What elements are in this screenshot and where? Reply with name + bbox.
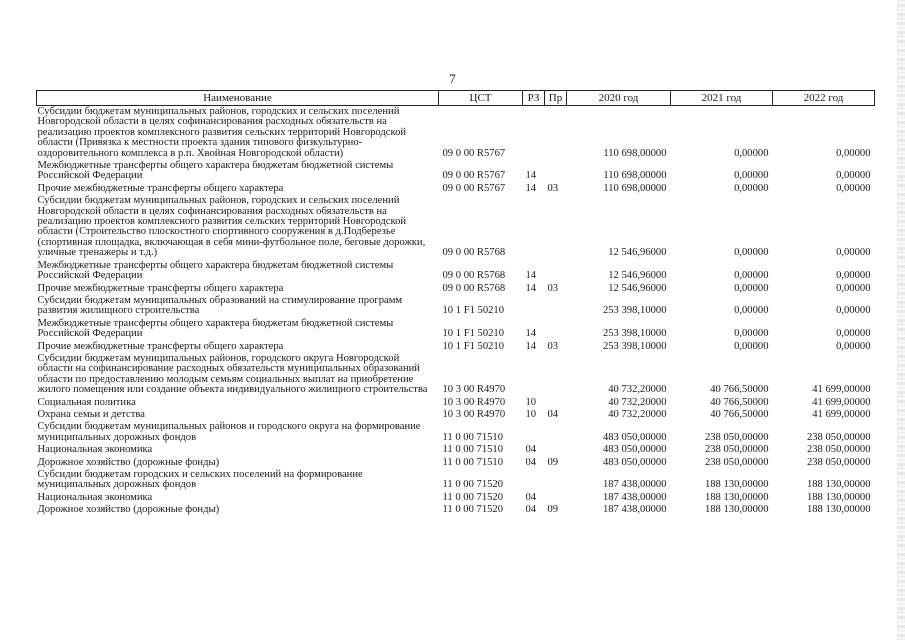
- cell-2021: 0,00000: [734, 282, 769, 294]
- table-row: [37, 260, 875, 283]
- cell-name: Субсидии бюджетам городских и сельских поселений на формирование муниципальных дорожных фондов: [37, 469, 363, 491]
- cell-pr: [545, 469, 567, 492]
- cell-2020: 253 398,10000: [602, 305, 667, 317]
- table-row: [37, 106, 875, 161]
- cell-2022: 0,00000: [836, 282, 871, 294]
- cell-rz: [523, 421, 545, 444]
- cell-cst: 10 3 00 R4970: [442, 384, 506, 396]
- cell-2022: 238 050,00000: [806, 431, 871, 443]
- cell-name: Субсидии бюджетам муниципальных районов, городского округа Новгородской области на софинансирование расходных обязательств муниципальных образований области по предоставлению молодым семьям социальных выплат на приобретение жилого помещения или создание объекта индивидуального жилищного строительства: [37, 352, 428, 396]
- table-row: [37, 353, 875, 397]
- cell-2021: 188 130,00000: [704, 491, 769, 503]
- cell-rz: 04: [525, 504, 537, 516]
- header-row: [37, 91, 875, 106]
- page-number: 7: [449, 71, 456, 86]
- cell-pr: [545, 195, 567, 259]
- cell-2020: 12 546,96000: [608, 270, 667, 282]
- cell-2020: 187 438,00000: [602, 491, 667, 503]
- cell-rz: [523, 195, 545, 259]
- cell-cst: 09 0 00 R5767: [442, 182, 506, 194]
- cell-pr: [545, 160, 567, 183]
- table-row: [37, 504, 875, 516]
- cell-2022: 0,00000: [836, 182, 871, 194]
- cell-2021: 188 130,00000: [704, 479, 769, 491]
- cell-2021: 0,00000: [734, 340, 769, 352]
- cell-rz: 04: [525, 491, 537, 503]
- cell-cst: 09 0 00 R5767: [442, 147, 506, 159]
- cell-cst: 11 0 00 71520: [442, 479, 504, 491]
- table-row: [37, 444, 875, 456]
- header-2021: 2021 год: [671, 91, 773, 106]
- cell-2021: 0,00000: [734, 305, 769, 317]
- cell-name: Межбюджетные трансферты общего характера бюджетам бюджетной системы Российской Федерации: [37, 160, 394, 182]
- cell-2022: 0,00000: [836, 247, 871, 259]
- table-row: [37, 318, 875, 341]
- cell-2020: 110 698,00000: [603, 170, 667, 182]
- table-row: [37, 341, 875, 353]
- cell-pr: [545, 444, 567, 456]
- cell-rz: 14: [525, 340, 537, 352]
- cell-2020: 253 398,10000: [602, 340, 667, 352]
- cell-pr: [545, 106, 567, 161]
- cell-cst: 10 3 00 R4970: [442, 396, 506, 408]
- cell-rz: 10: [525, 396, 537, 408]
- cell-2022: 0,00000: [836, 340, 871, 352]
- cell-rz: 04: [525, 456, 537, 468]
- table-row: [37, 295, 875, 318]
- cell-rz: 14: [525, 182, 537, 194]
- cell-name: Охрана семьи и детства: [37, 408, 145, 420]
- header-name: Наименование: [37, 91, 439, 106]
- cell-name: Межбюджетные трансферты общего характера бюджетам бюджетной системы Российской Федерации: [37, 259, 394, 282]
- table-row: [37, 160, 875, 183]
- cell-2020: 12 546,96000: [608, 247, 667, 259]
- cell-2021: 0,00000: [734, 328, 769, 340]
- cell-name: Межбюджетные трансферты общего характера бюджетам бюджетной системы Российской Федерации: [37, 317, 394, 340]
- cell-name: Субсидии бюджетам муниципальных образований на стимулирование программ развития жилищного строительства: [37, 294, 403, 317]
- table-row: [37, 183, 875, 195]
- cell-pr: 09: [547, 504, 559, 516]
- cell-2020: 253 398,10000: [602, 328, 667, 340]
- cell-pr: 03: [547, 182, 559, 194]
- cell-2021: 0,00000: [734, 182, 769, 194]
- cell-2021: 40 766,50000: [710, 384, 769, 396]
- cell-name: Социальная политика: [37, 396, 136, 408]
- cell-cst: 10 1 F1 50210: [442, 340, 505, 352]
- cell-pr: [545, 353, 567, 397]
- table-row: [37, 469, 875, 492]
- cell-2020: 12 546,96000: [608, 282, 667, 294]
- cell-rz: [523, 295, 545, 318]
- cell-rz: 14: [525, 170, 537, 182]
- cell-pr: [545, 260, 567, 283]
- header-rz: РЗ: [523, 91, 545, 106]
- cell-2022: 0,00000: [836, 147, 871, 159]
- table-row: [37, 397, 875, 409]
- cell-2021: 238 050,00000: [704, 456, 769, 468]
- cell-cst: 11 0 00 71520: [442, 491, 504, 503]
- cell-2020: 40 732,20000: [608, 384, 667, 396]
- table-row: [37, 457, 875, 469]
- cell-rz: 14: [525, 328, 537, 340]
- table-header: [37, 91, 875, 106]
- table-row: [37, 283, 875, 295]
- cell-2022: 0,00000: [836, 328, 871, 340]
- cell-2021: 238 050,00000: [704, 431, 769, 443]
- cell-pr: 03: [547, 282, 559, 294]
- cell-2020: 110 698,00000: [603, 147, 667, 159]
- cell-pr: [545, 318, 567, 341]
- table-body: [37, 106, 875, 517]
- bindery-edge: [897, 0, 905, 640]
- cell-name: Прочие межбюджетные трансферты общего характера: [37, 182, 284, 194]
- budget-table: [36, 90, 875, 517]
- cell-2020: 187 438,00000: [602, 479, 667, 491]
- cell-cst: 10 3 00 R4970: [442, 408, 506, 420]
- cell-2020: 40 732,20000: [608, 396, 667, 408]
- cell-pr: 03: [547, 340, 559, 352]
- cell-2021: 0,00000: [734, 147, 769, 159]
- cell-name: Национальная экономика: [37, 444, 153, 456]
- cell-2022: 188 130,00000: [806, 479, 871, 491]
- cell-2021: 0,00000: [734, 247, 769, 259]
- cell-cst: 09 0 00 R5768: [442, 270, 506, 282]
- cell-pr: 04: [547, 408, 559, 420]
- cell-rz: 14: [525, 282, 537, 294]
- cell-2022: 238 050,00000: [806, 456, 871, 468]
- cell-cst: 11 0 00 71510: [442, 444, 504, 456]
- cell-rz: [523, 469, 545, 492]
- cell-cst: 10 1 F1 50210: [442, 328, 505, 340]
- cell-2021: 238 050,00000: [704, 444, 769, 456]
- cell-rz: 10: [525, 408, 537, 420]
- cell-cst: 10 1 F1 50210: [442, 305, 505, 317]
- header-cst: ЦСТ: [439, 91, 523, 106]
- cell-name: Субсидии бюджетам муниципальных районов и городского округа на формирование муниципальных дорожных фондов: [37, 421, 421, 443]
- cell-cst: 09 0 00 R5768: [442, 247, 506, 259]
- cell-2022: 41 699,00000: [812, 408, 871, 420]
- cell-cst: 09 0 00 R5768: [442, 282, 506, 294]
- cell-pr: [545, 295, 567, 318]
- cell-2020: 40 732,20000: [608, 408, 667, 420]
- table-row: [37, 492, 875, 504]
- cell-name: Прочие межбюджетные трансферты общего характера: [37, 282, 284, 294]
- cell-cst: 09 0 00 R5767: [442, 170, 506, 182]
- cell-2022: 188 130,00000: [806, 491, 871, 503]
- cell-name: Прочие межбюджетные трансферты общего характера: [37, 340, 284, 352]
- cell-2022: 41 699,00000: [812, 384, 871, 396]
- cell-2020: 187 438,00000: [602, 504, 667, 516]
- cell-2020: 483 050,00000: [602, 456, 667, 468]
- table-row: [37, 195, 875, 259]
- cell-2020: 110 698,00000: [603, 182, 667, 194]
- cell-name: Дорожное хозяйство (дорожные фонды): [37, 504, 220, 516]
- cell-rz: [523, 353, 545, 397]
- cell-2022: 0,00000: [836, 170, 871, 182]
- cell-2020: 483 050,00000: [602, 444, 667, 456]
- cell-name: Национальная экономика: [37, 491, 153, 503]
- cell-pr: [545, 397, 567, 409]
- cell-2022: 188 130,00000: [806, 504, 871, 516]
- cell-cst: 11 0 00 71520: [442, 504, 504, 516]
- cell-rz: 14: [525, 270, 537, 282]
- cell-name: Дорожное хозяйство (дорожные фонды): [37, 456, 220, 468]
- cell-2021: 0,00000: [734, 170, 769, 182]
- cell-2022: 238 050,00000: [806, 444, 871, 456]
- cell-pr: [545, 421, 567, 444]
- table-row: [37, 421, 875, 444]
- cell-cst: 11 0 00 71510: [442, 431, 504, 443]
- header-pr: Пр: [545, 91, 567, 106]
- cell-2021: 40 766,50000: [710, 408, 769, 420]
- cell-2022: 0,00000: [836, 305, 871, 317]
- cell-name: Субсидии бюджетам муниципальных районов, городских и сельских поселений Новгородской области в целях софинансирования расходных обязательств на реализацию проектов комплексного развития сельских территорий Новгородской области (Строительство плоскостного спортивного сооружения в д.Подберезье (спортивная площадка, включающая в себя мини-футбольное поле, беговые дорожки, уличные тренажеры и т.д.): [37, 195, 426, 259]
- cell-2021: 40 766,50000: [710, 396, 769, 408]
- cell-2021: 188 130,00000: [704, 504, 769, 516]
- cell-2021: 0,00000: [734, 270, 769, 282]
- cell-2020: 483 050,00000: [602, 431, 667, 443]
- table-row: [37, 409, 875, 421]
- cell-rz: 04: [525, 444, 537, 456]
- cell-rz: [523, 106, 545, 161]
- cell-pr: 09: [547, 456, 559, 468]
- cell-2022: 0,00000: [836, 270, 871, 282]
- header-2020: 2020 год: [567, 91, 671, 106]
- cell-name: Субсидии бюджетам муниципальных районов, городских и сельских поселений Новгородской области в целях софинансирования расходных обязательств на реализацию проектов комплексного развития сельских территорий Новгородской области (Привязка к местности проекта здания типового физкультурно-оздоровительного комплекса в р.п. Хвойная Новгородской области): [37, 106, 407, 159]
- cell-cst: 11 0 00 71510: [442, 456, 504, 468]
- cell-2022: 41 699,00000: [812, 396, 871, 408]
- cell-pr: [545, 492, 567, 504]
- header-2022: 2022 год: [773, 91, 875, 106]
